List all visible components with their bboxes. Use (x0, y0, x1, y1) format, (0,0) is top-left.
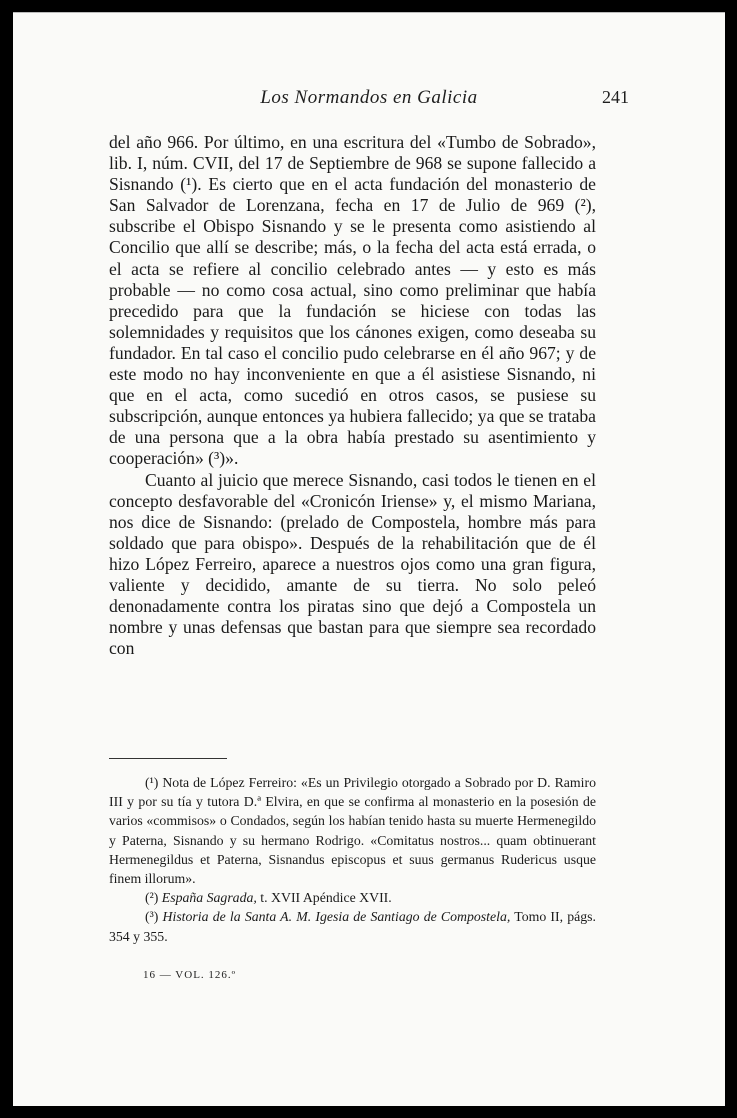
footnote-2-title: España Sagrada, (161, 890, 257, 906)
page-number: 241 (602, 87, 629, 107)
footnotes (109, 773, 596, 946)
footnote-3-rest: Tomo II, págs. 354 y 355. (109, 909, 596, 944)
running-title: Los Normandos en Galicia (260, 87, 478, 108)
book-page (13, 12, 725, 1106)
footnote-2 (109, 888, 596, 907)
printer-signature: 16 — VOL. 126.º (143, 969, 237, 981)
footnote-2-rest: t. XVII Apéndice XVII. (260, 890, 392, 906)
body-text (109, 132, 596, 659)
footnote-3-marker: (³) (145, 909, 159, 925)
footnote-3-title: Historia de la Santa A. M. Igesia de Santiago de Compostela, (162, 909, 511, 925)
paragraph-1: del año 966. Por último, en una escritura del «Tumbo de Sobrado», lib. I, núm. CVII, del 17 de Septiembre de 968 se supone fallecido a Sisnando (¹). Es cierto que en el acta fundación del monasterio de San Salvador de Lorenzana, fecha en 17 de Julio de 969 (²), subscribe el Obispo Sisnando y se le presenta como asistiendo al Concilio que allí se describe; más, o la fecha del acta está errada, o el acta se refiere al concilio celebrado antes — y esto es más probable — no como cosa actual, sino como preliminar que había precedido para que la fundación se hiciese con todas las solemnidades y requisitos que los cánones exigen, como deseaba su fundador. En tal caso el concilio pudo celebrarse en él año 967; y de este modo no hay inconveniente en que a él asistiese Sisnando, ni que en el acta, como sucedió en otros casos, se pusiese su subscripción, aunque entonces ya hubiera fallecido; ya que se trataba de una persona que a la obra había prestado su asentimiento y cooperación» (³)». (109, 132, 596, 469)
page-header (109, 87, 629, 113)
footnote-1: (¹) Nota de López Ferreiro: «Es un Privilegio otorgado a Sobrado por D. Ramiro III y por su tía y tutora D.ª Elvira, en que se confirma al monasterio en la posesión de varios «commisos» o Condados, según los habían tenido hasta su muerte Hermenegildo y Paterna, Sisnando y su hermano Rodrigo. «Comitatus nostros... quam obtinuerant Hermenegildus et Paterna, Sisnandus episcopus et suus germanus Rudericus usque finem illorum». (109, 775, 596, 887)
paragraph-2: Cuanto al juicio que merece Sisnando, casi todos le tienen en el concepto desfavorable del «Cronicón Iriense» y, el mismo Mariana, nos dice de Sisnando: (prelado de Compostela, hombre más para soldado que para obispo». Después de la rehabilitación que de él hizo López Ferreiro, aparece a nuestros ojos como una gran figura, valiente y decidido, amante de su tierra. No solo peleó denonadamente contra los piratas sino que dejó a Compostela un nombre y unas defensas que bastan para que siempre sea recordado con (109, 469, 596, 659)
footnote-separator (109, 758, 227, 759)
footnote-3 (109, 907, 596, 945)
footnote-2-marker: (²) (145, 890, 159, 906)
